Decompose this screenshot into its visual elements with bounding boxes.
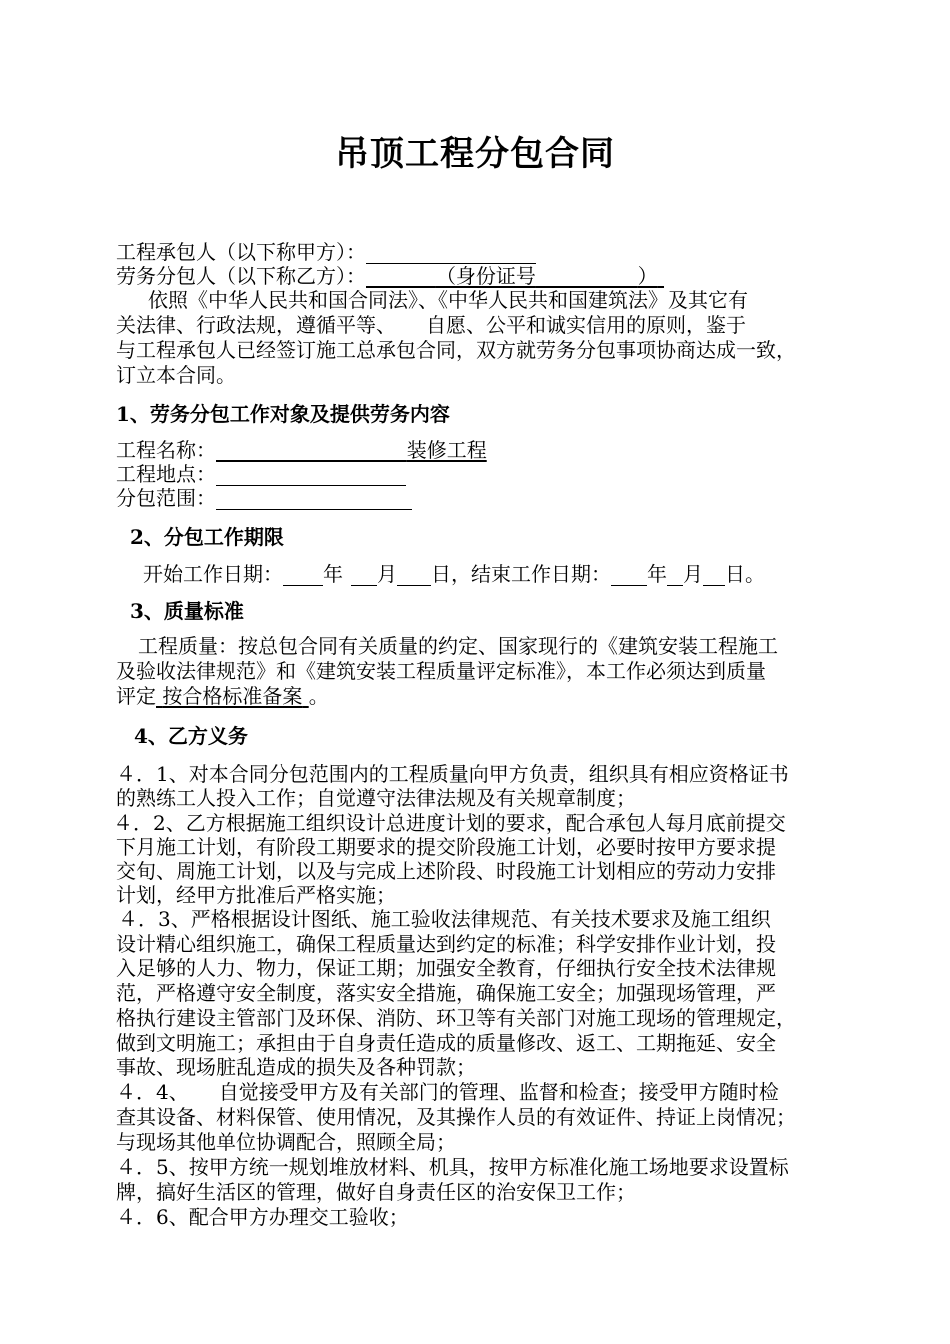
- subcontract-scope-blank: [216, 487, 412, 510]
- duty-line: 查其设备、材料保管、使用情况，及其操作人员的有效证件、持证上岗情况；: [116, 1105, 796, 1129]
- end-month-blank: [667, 563, 683, 586]
- quality-line-2: 及验收法律规范》和《建筑安装工程质量评定标准》，本工作必须达到质量: [116, 659, 766, 683]
- subcontract-scope-line: [116, 486, 412, 510]
- duty-line: 与现场其他单位协调配合，照顾全局；: [116, 1130, 456, 1154]
- duty-line: 计划，经甲方批准后严格实施；: [116, 883, 396, 907]
- project-name-field: [216, 438, 487, 462]
- duty-line: ４．5、按甲方统一规划堆放材料、机具，按甲方标准化施工场地要求设置标: [116, 1155, 789, 1179]
- duty-line: ４．2、乙方根据施工组织设计总进度计划的要求，配合承包人每月底前提交: [113, 811, 786, 835]
- intro-line-4: 订立本合同。: [116, 363, 236, 387]
- project-name-value: 装修工程: [406, 438, 487, 462]
- start-month-unit: 月: [377, 562, 397, 586]
- quality-suffix: 。: [308, 684, 329, 708]
- end-day-blank: [703, 563, 725, 586]
- intro-line-3: 与工程承包人已经签订施工总承包合同，双方就劳务分包事项协商达成一致，: [116, 338, 796, 362]
- start-year-unit: 年: [323, 562, 343, 586]
- section-4-heading: 4、乙方义务: [134, 724, 248, 748]
- duty-line: 牌，搞好生活区的管理，做好自身责任区的治安保卫工作；: [116, 1180, 636, 1204]
- duty-line: 事故、现场脏乱造成的损失及各种罚款；: [116, 1055, 476, 1079]
- project-name-label: 工程名称：: [116, 438, 216, 462]
- duty-line: ４．4、 自觉接受甲方及有关部门的管理、监督和检查；接受甲方随时检: [116, 1080, 779, 1104]
- party-a-line: [116, 240, 536, 264]
- quality-prefix: 评定: [116, 684, 156, 708]
- duty-line: ４．3、严格根据设计图纸、施工验收法律规范、有关技术要求及施工组织: [118, 907, 771, 931]
- end-month-unit: 月: [683, 562, 703, 586]
- duty-line: 的熟练工人投入工作；自觉遵守法律法规及有关规章制度；: [116, 786, 636, 810]
- party-b-id-close: ）: [637, 264, 658, 288]
- end-year-blank: [611, 563, 647, 586]
- project-name-line: [116, 438, 487, 462]
- start-month-blank: [351, 563, 377, 586]
- section-3-heading: 3、质量标准: [130, 599, 244, 623]
- end-day-unit: 日。: [725, 562, 765, 586]
- document-title: 吊顶工程分包合同: [335, 134, 615, 174]
- quality-line-1: 工程质量：按总包合同有关质量的约定、国家现行的《建筑安装工程施工: [138, 634, 778, 658]
- party-b-id-field: [366, 264, 664, 288]
- section-1-heading: 1、劳务分包工作对象及提供劳务内容: [116, 402, 450, 426]
- work-period-line: [143, 562, 765, 586]
- duty-line: 下月施工计划，有阶段工期要求的提交阶段施工计划，必要时按甲方要求提: [116, 835, 776, 859]
- quality-standard-field: [156, 684, 309, 708]
- party-a-blank: [366, 241, 536, 264]
- duty-line: 入足够的人力、物力，保证工期；加强安全教育，仔细执行安全技术法律规: [116, 956, 776, 980]
- end-year-unit: 年: [647, 562, 667, 586]
- duty-line: 交旬、周施工计划，以及与完成上述阶段、时段施工计划相应的劳动力安排: [116, 859, 776, 883]
- end-date-label: 日，结束工作日期：: [431, 562, 611, 586]
- project-location-line: [116, 462, 406, 486]
- start-year-blank: [283, 563, 323, 586]
- duty-line: ４．1、对本合同分包范围内的工程质量向甲方负责，组织具有相应资格证书: [116, 762, 789, 786]
- duty-line: 做到文明施工；承担由于自身责任造成的质量修改、返工、工期拖延、安全: [116, 1031, 776, 1055]
- section-2-heading: 2、分包工作期限: [130, 525, 284, 549]
- subcontract-scope-label: 分包范围：: [116, 486, 216, 510]
- duty-line: ４．6、配合甲方办理交工验收；: [116, 1205, 409, 1229]
- intro-line-2: 关法律、行政法规，遵循平等、 自愿、公平和诚实信用的原则，鉴于: [116, 313, 746, 337]
- start-date-label: 开始工作日期：: [143, 562, 283, 586]
- duty-line: 范，严格遵守安全制度，落实安全措施，确保施工安全；加强现场管理，严: [116, 981, 776, 1005]
- party-b-label: 劳务分包人（以下称乙方）：: [116, 264, 366, 288]
- quality-standard-value: 按合格标准备案: [162, 684, 303, 708]
- party-a-label: 工程承包人（以下称甲方）：: [116, 240, 366, 264]
- project-location-label: 工程地点：: [116, 462, 216, 486]
- party-b-line: [116, 264, 664, 288]
- duty-line: 设计精心组织施工，确保工程质量达到约定的标准；科学安排作业计划，投: [116, 932, 776, 956]
- intro-line-1: 依照《中华人民共和国合同法》、《中华人民共和国建筑法》及其它有: [148, 288, 748, 312]
- party-b-id-label: （身份证号: [435, 264, 536, 288]
- project-location-blank: [216, 463, 406, 486]
- start-day-blank: [397, 563, 431, 586]
- duty-line: 格执行建设主管部门及环保、消防、环卫等有关部门对施工现场的管理规定，: [116, 1006, 796, 1030]
- quality-line-3: [116, 684, 329, 708]
